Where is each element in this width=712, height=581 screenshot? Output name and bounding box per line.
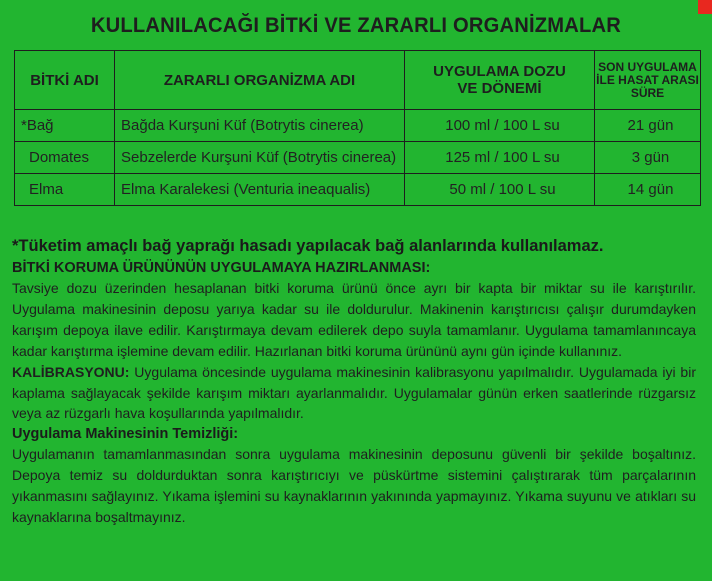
header-organism: ZARARLI ORGANİZMA ADI [115, 51, 405, 110]
instructions-section [12, 234, 696, 528]
header-dose-line2: VE DÖNEMİ [457, 80, 542, 97]
cell-interval: 3 gün [595, 142, 701, 174]
header-plant: BİTKİ ADI [15, 51, 115, 110]
calibration-text: Uygulama öncesinde uygulama makinesinin kalibrasyonu yapılmalıdır. Uygulamada iyi bir kaplama sağlayacak şekilde karışım miktarı ayarlanmalıdır. Uygulamalar günün erken saatlerinde rüzgarsız veya az rüzgarlı hava koşullarında yapılmalıdır. [12, 363, 696, 422]
cell-organism: Elma Karalekesi (Venturia ineaqualis) [115, 174, 405, 206]
red-corner-accent [698, 0, 712, 14]
cell-organism: Sebzelerde Kurşuni Küf (Botrytis cinerea) [115, 142, 405, 174]
table-row [15, 142, 701, 174]
cell-dose: 50 ml / 100 L su [405, 174, 595, 206]
calibration-heading: KALİBRASYONU: [12, 363, 130, 380]
cell-plant: *Bağ [15, 110, 115, 142]
header-dose [405, 51, 595, 110]
page-title: KULLANILACAĞI BİTKİ VE ZARARLI ORGANİZMALAR [90, 14, 622, 37]
cell-interval: 14 gün [595, 174, 701, 206]
table-row [15, 174, 701, 206]
cleaning-text: Uygulamanın tamamlanmasından sonra uygulama makinesinin deposunu güvenli bir şekilde boşaltınız. Depoya temiz su doldurduktan sonra karıştırıcıyı ve püskürtme sistemini çalıştırarak tüm parçalarının yıkanmasını sağlayınız. Yıkama işlemini su kaynaklarının yakınında yapmayınız. Yıkama suyunu ve atıkları su kaynaklarına boşaltmayınız. [12, 446, 696, 526]
cell-dose: 125 ml / 100 L su [405, 142, 595, 174]
header-interval-line1: SON UYGULAMA [598, 59, 697, 74]
plant-organism-table [14, 50, 701, 206]
cleaning-heading: Uygulama Makinesinin Temizliği: [12, 426, 239, 443]
header-interval-line3: SÜRE [630, 85, 665, 100]
cell-plant: Elma [15, 174, 115, 206]
cell-dose: 100 ml / 100 L su [405, 110, 595, 142]
header-dose-line1: UYGULAMA DOZU [433, 63, 566, 80]
header-interval-line2: İLE HASAT ARASI [596, 72, 699, 87]
table-row [15, 110, 701, 142]
header-interval [595, 51, 701, 110]
cell-interval: 21 gün [595, 110, 701, 142]
usage-warning: *Tüketim amaçlı bağ yaprağı hasadı yapılacak bağ alanlarında kullanılamaz. [12, 237, 604, 255]
cell-plant: Domates [15, 142, 115, 174]
preparation-heading: BİTKİ KORUMA ÜRÜNÜNÜN UYGULAMAYA HAZIRLANMASI: [12, 260, 431, 276]
calibration-paragraph [12, 362, 696, 425]
table-header-row [15, 51, 701, 110]
cell-organism: Bağda Kurşuni Küf (Botrytis cinerea) [115, 110, 405, 142]
preparation-text: Tavsiye dozu üzerinden hesaplanan bitki koruma ürünü önce ayrı bir kapta bir miktar su ile karıştırılır. Uygulama makinesinin deposu yarıya kadar su ile doldurulur. Makinenin karıştırıcısı çalışır durumdayken karışım depoya ilave edilir. Karıştırmaya devam edilerek depo suyla tamamlanır. Uygulama tamamlanıncaya kadar karıştırma işlemine devam edilir. Hazırlanan bitki koruma ürününü aynı gün içinde kullanınız. [12, 280, 696, 359]
